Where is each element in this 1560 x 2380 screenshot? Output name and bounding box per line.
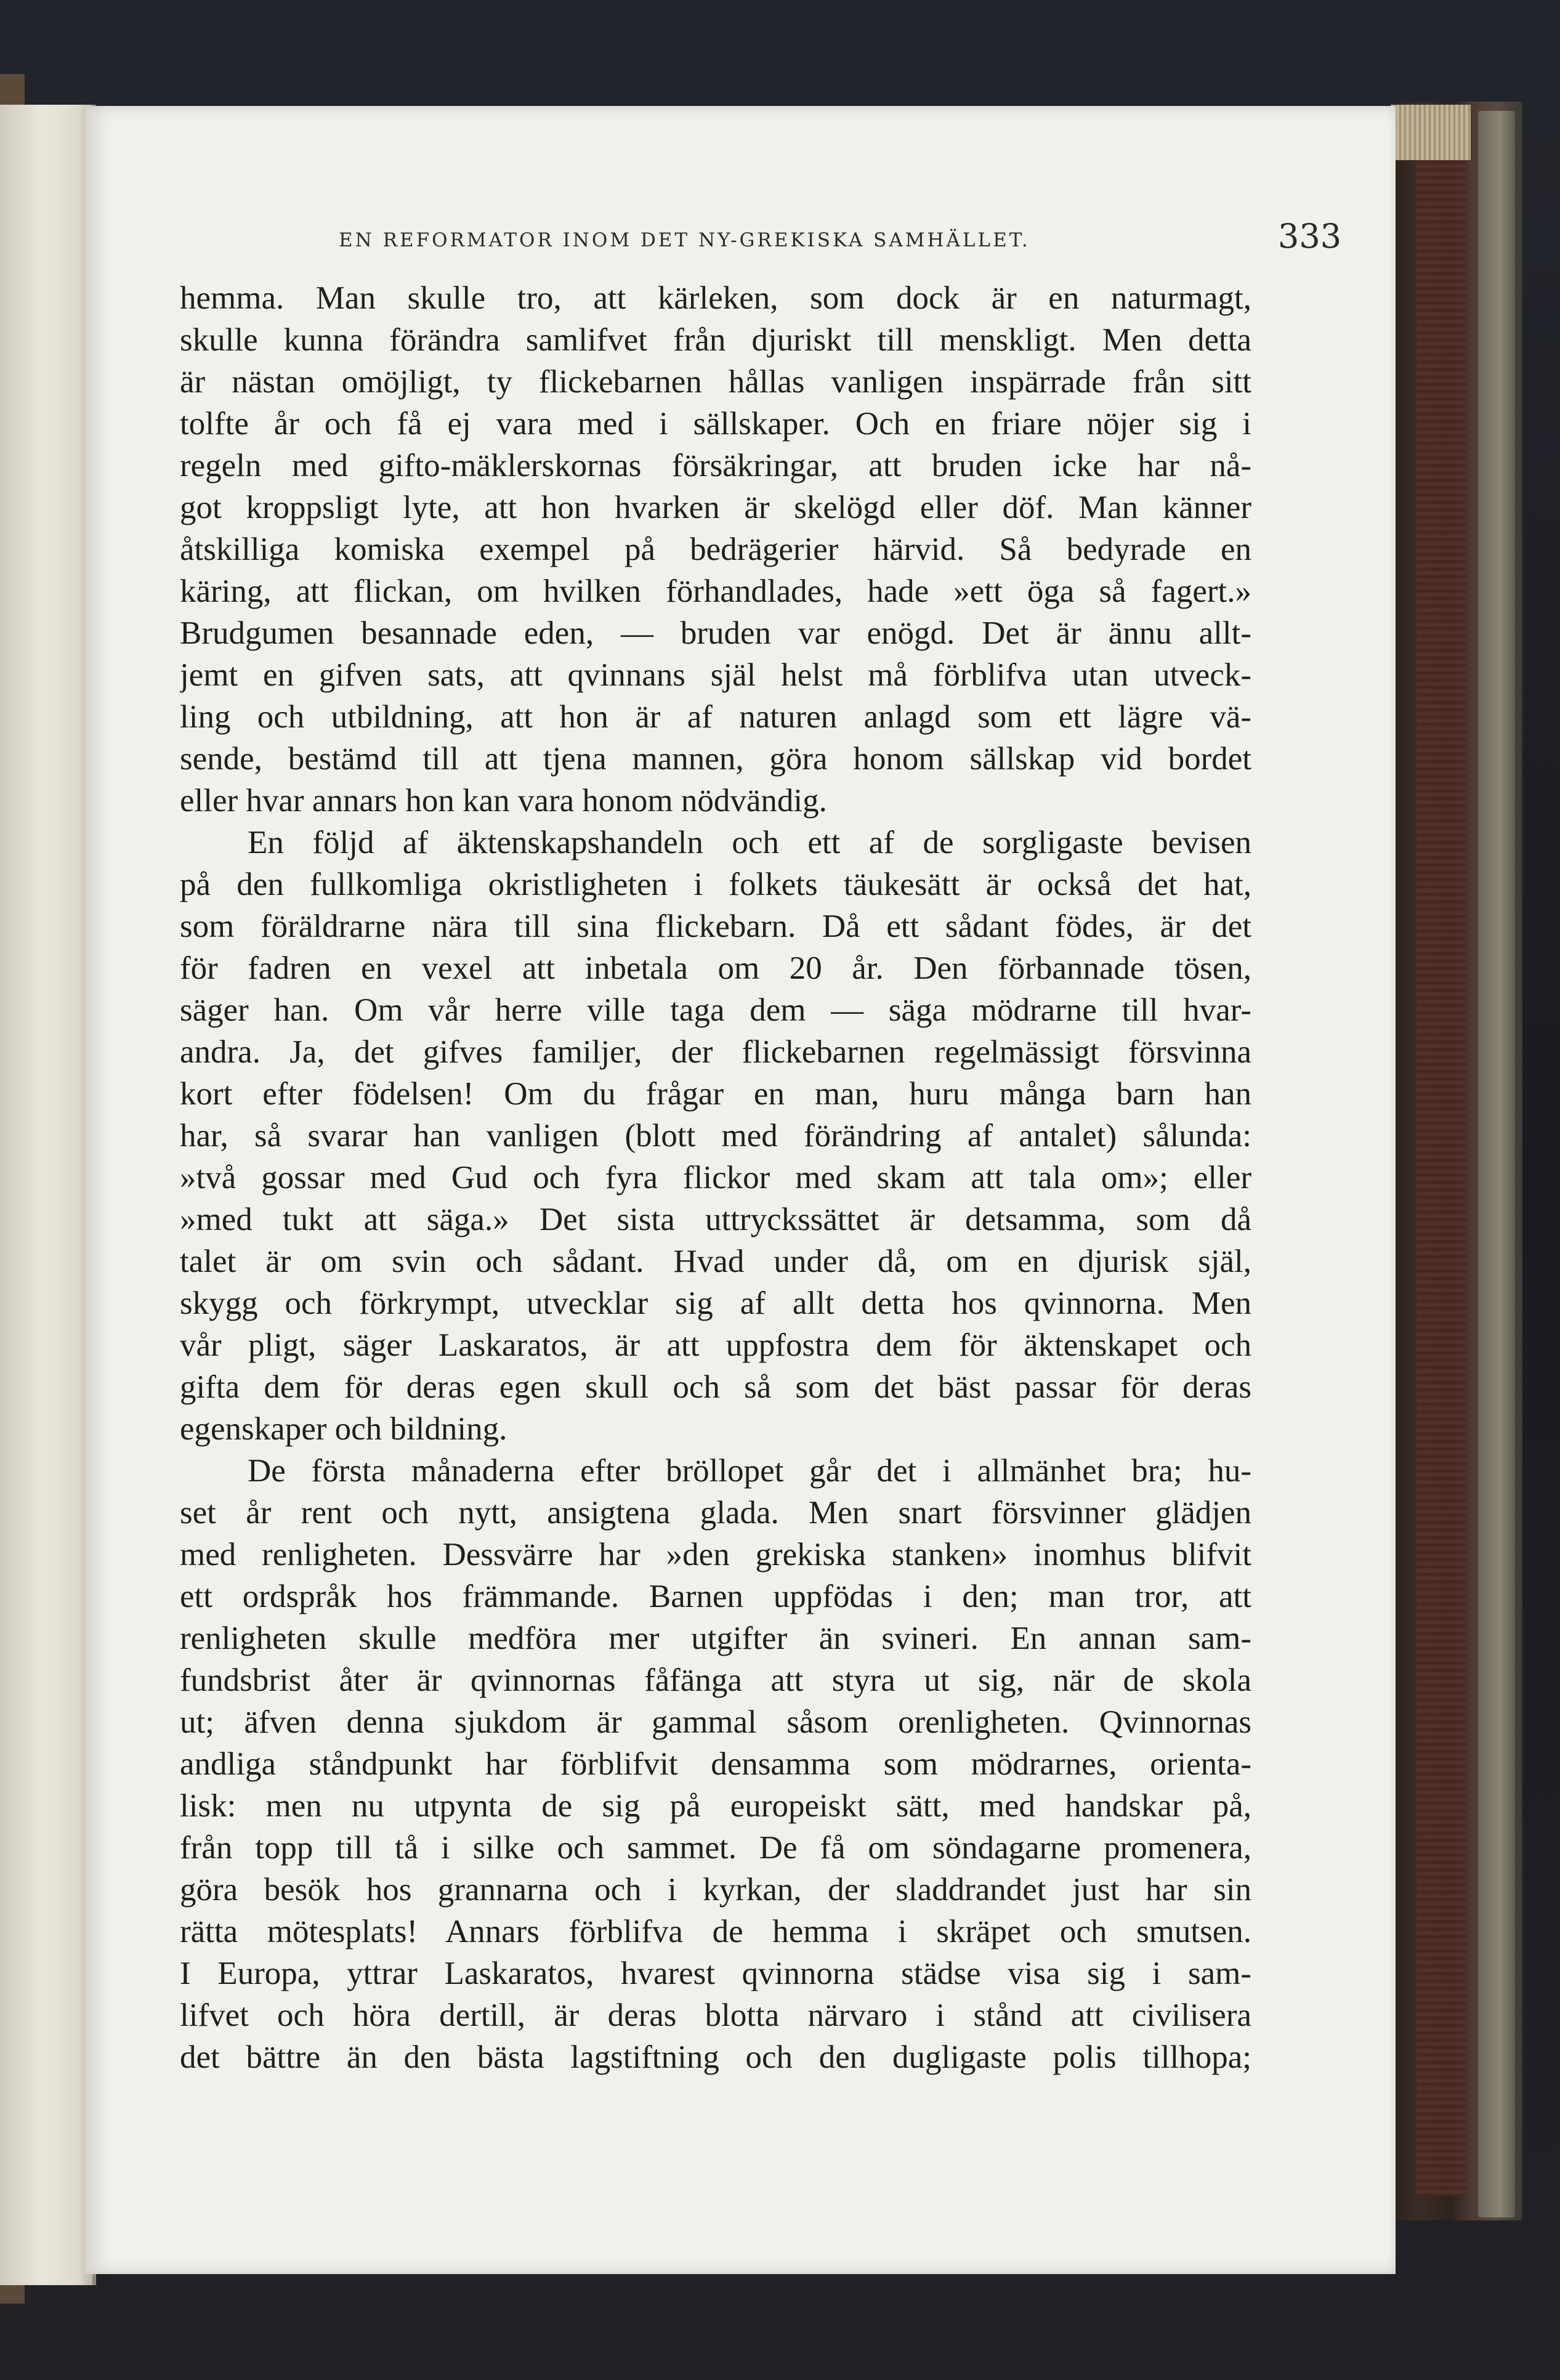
text-line: Brudgumen besannade eden, — bruden var enögd. Det är ännu allt- [180, 615, 1251, 651]
text-line: har, så svarar han vanligen (blott med förändring af antalet) sålunda: [180, 1118, 1251, 1154]
text-line: sende, bestämd till att tjena mannen, göra honom sällskap vid bordet [180, 741, 1251, 777]
text-line: En följd af äktenskapshandeln och ett af de sorgligaste bevisen [248, 825, 1251, 860]
page-number: 333 [1278, 217, 1342, 256]
text-line: fundsbrist åter är qvinnornas fåfänga att styra ut sig, när de skola [180, 1662, 1251, 1698]
text-line: renligheten skulle medföra mer utgifter än svineri. En annan sam- [180, 1621, 1251, 1656]
text-line: tolfte år och få ej vara med i sällskaper. Och en friare nöjer sig i [180, 406, 1251, 442]
text-line: andra. Ja, det gifves familjer, der flickebarnen regelmässigt försvinna [180, 1034, 1251, 1070]
text-line: med renligheten. Dessvärre har »den grekiska stanken» inomhus blifvit [180, 1537, 1251, 1572]
text-line: ling och utbildning, att hon är af naturen anlagd som ett lägre vä- [180, 699, 1251, 735]
text-line: säger han. Om vår herre ville taga dem — säga mödrarne till hvar- [180, 992, 1251, 1028]
text-line: talet är om svin och sådant. Hvad under då, om en djurisk själ, [180, 1244, 1251, 1279]
text-line: got kroppsligt lyte, att hon hvarken är skelögd eller döf. Man känner [180, 490, 1251, 525]
text-line: käring, att flickan, om hvilken förhandlades, hade »ett öga så fagert.» [180, 573, 1251, 609]
book-binding-cap [1478, 111, 1515, 2217]
text-line: lisk: men nu utpynta de sig på europeiskt sätt, med handskar på, [180, 1788, 1251, 1824]
text-line: är nästan omöjligt, ty flickebarnen hållas vanligen inspärrade från sitt [180, 364, 1251, 400]
text-line: ett ordspråk hos främmande. Barnen uppfödas i den; man tror, att [180, 1579, 1251, 1614]
text-line: rätta mötesplats! Annars förblifva de hemma i skräpet och smutsen. [180, 1914, 1251, 1949]
text-line: som föräldrarne nära till sina flickebarn. Då ett sådant födes, är det [180, 909, 1251, 944]
text-line: De första månaderna efter bröllopet går det i allmänhet bra; hu- [248, 1453, 1251, 1489]
text-line: ut; äfven denna sjukdom är gammal såsom orenligheten. Qvinnornas [180, 1704, 1251, 1740]
text-line: lifvet och höra dertill, är deras blotta närvaro i stånd att civilisera [180, 1997, 1251, 2033]
text-line: göra besök hos grannarna och i kyrkan, der sladdrandet just har sin [180, 1872, 1251, 1908]
text-line: hemma. Man skulle tro, att kärleken, som dock är en naturmagt, [180, 280, 1251, 316]
text-line: åtskilliga komiska exempel på bedrägerier härvid. Så bedyrade en [180, 532, 1251, 567]
text-line: kort efter födelsen! Om du frågar en man, huru många barn han [180, 1076, 1251, 1112]
text-line: skygg och förkrympt, utvecklar sig af allt detta hos qvinnorna. Men [180, 1285, 1251, 1321]
text-line: set år rent och nytt, ansigtena glada. Men snart försvinner glädjen [180, 1495, 1251, 1531]
text-line: från topp till tå i silke och sammet. De få om söndagarne promenera, [180, 1830, 1251, 1866]
page-stack-top [1391, 105, 1471, 160]
body-text [180, 277, 1251, 2078]
text-line: vår pligt, säger Laskaratos, är att uppfostra dem för äktenskapet och [180, 1327, 1251, 1363]
text-line: regeln med gifto-mäklerskornas försäkringar, att bruden icke har nå- [180, 448, 1251, 484]
text-line: på den fullkomliga okristligheten i folkets täukesätt är också det hat, [180, 867, 1251, 902]
text-line: andliga ståndpunkt har förblifvit densamma som mödrarnes, orienta- [180, 1746, 1251, 1782]
book-binding-stripe [1417, 126, 1466, 2196]
text-line: gifta dem för deras egen skull och så som det bäst passar för deras [180, 1369, 1251, 1405]
text-line: skulle kunna förändra samlifvet från djuriskt till menskligt. Men detta [180, 322, 1251, 358]
text-line: jemt en gifven sats, att qvinnans själ helst må förblifva utan utveck- [180, 657, 1251, 693]
text-line: det bättre än den bästa lagstiftning och den dugligaste polis tillhopa; [180, 2039, 1251, 2075]
running-head: EN REFORMATOR INOM DET NY-GREKISKA SAMHÄLLET. [339, 229, 1030, 251]
previous-page-edge [0, 105, 96, 2285]
text-line: egenskaper och bildning. [180, 1411, 507, 1447]
book-page [85, 106, 1396, 2274]
text-line: »med tukt att säga.» Det sista uttryckssättet är detsamma, som då [180, 1202, 1251, 1237]
text-line: I Europa, yttrar Laskaratos, hvarest qvinnorna städse visa sig i sam- [180, 1956, 1251, 1991]
text-line: för fadren en vexel att inbetala om 20 år. Den förbannade tösen, [180, 950, 1251, 986]
text-line: eller hvar annars hon kan vara honom nödvändig. [180, 783, 827, 819]
text-line: »två gossar med Gud och fyra flickor med skam att tala om»; eller [180, 1160, 1251, 1196]
